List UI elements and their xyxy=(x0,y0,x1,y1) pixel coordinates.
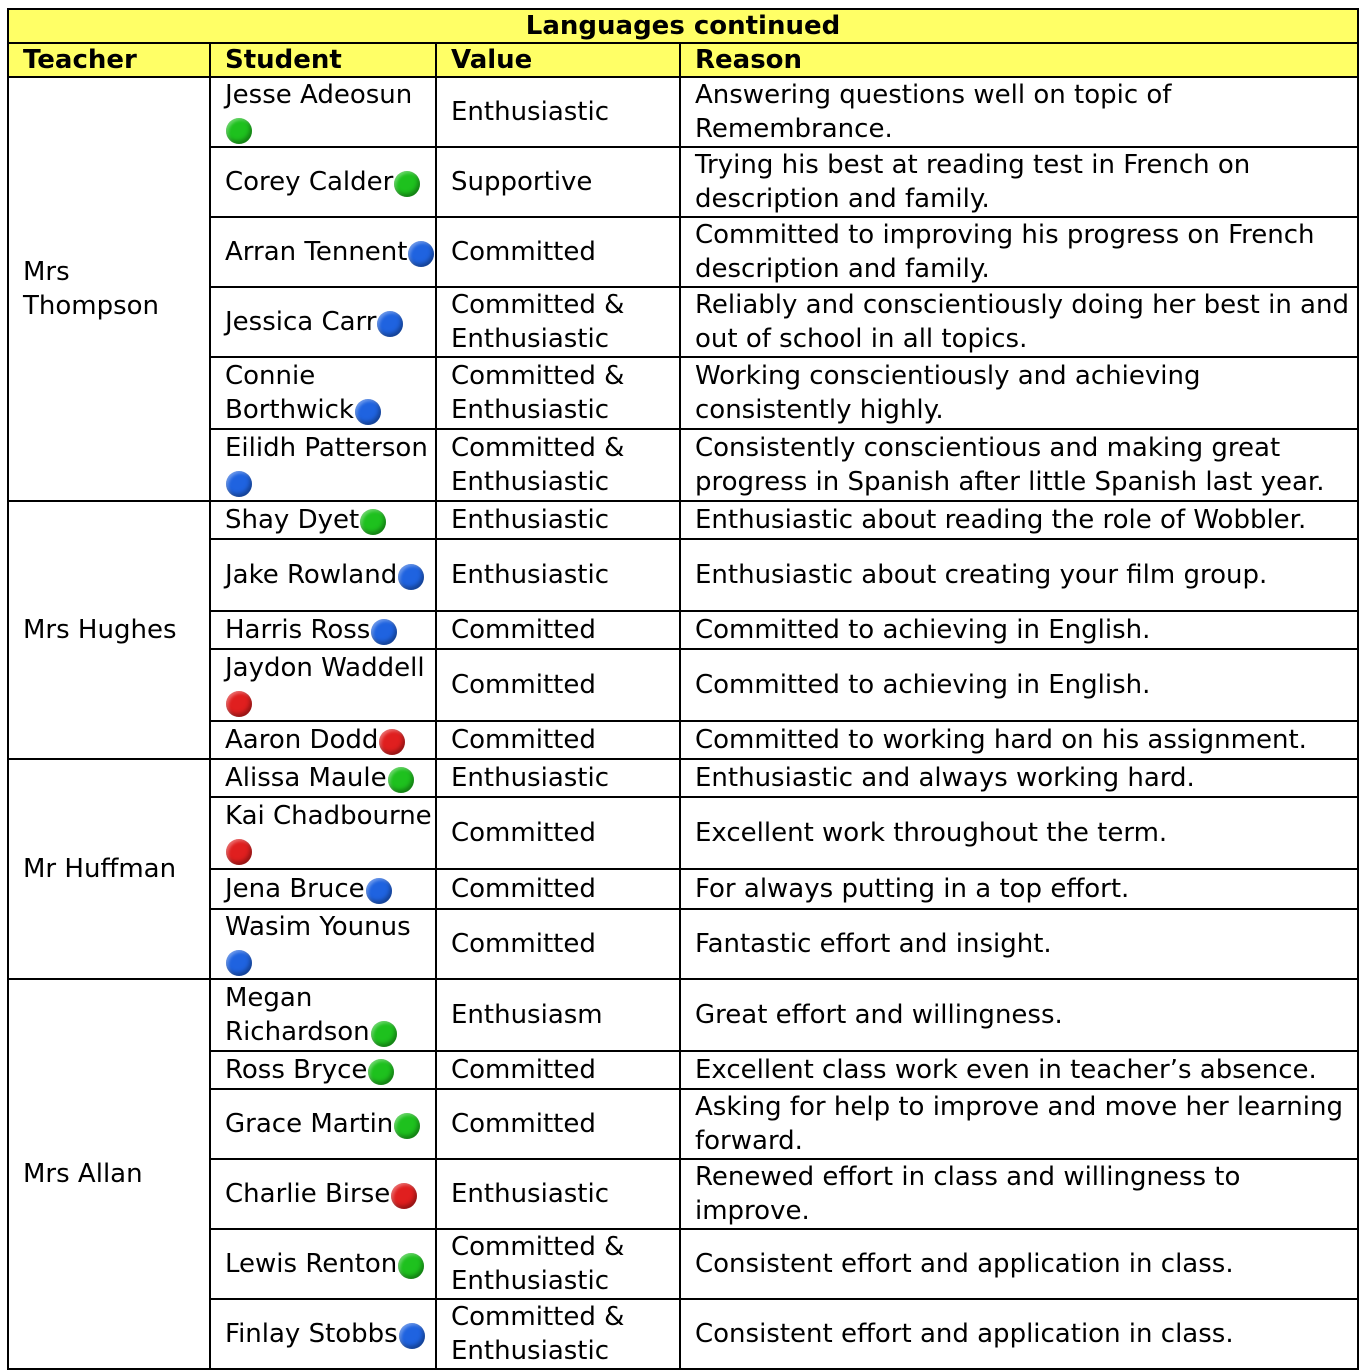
value-cell: Committed xyxy=(436,611,680,649)
reason-cell: Enthusiastic and always working hard. xyxy=(680,759,1358,797)
student-cell xyxy=(210,1089,436,1159)
reason-cell: Committed to achieving in English. xyxy=(680,611,1358,649)
table-row xyxy=(8,721,1358,759)
reason-cell: Renewed effort in class and willingness to improve. xyxy=(680,1159,1358,1229)
student-cell xyxy=(210,1229,436,1299)
table-row xyxy=(8,1089,1358,1159)
student-cell xyxy=(210,147,436,217)
reason-cell: Consistently conscientious and making great progress in Spanish after little Spanish last year. xyxy=(680,429,1358,501)
red-dot-icon xyxy=(226,839,252,865)
reason-cell: Trying his best at reading test in French on description and family. xyxy=(680,147,1358,217)
student-cell xyxy=(210,77,436,147)
reason-cell: Consistent effort and application in class. xyxy=(680,1229,1358,1299)
value-cell: Enthusiastic xyxy=(436,501,680,539)
table-row xyxy=(8,501,1358,539)
table-body xyxy=(8,77,1358,1369)
student-name: Finlay Stobbs xyxy=(225,1319,398,1349)
blue-dot-icon xyxy=(399,1323,425,1349)
value-cell: Committed xyxy=(436,797,680,869)
table-row xyxy=(8,539,1358,611)
reason-cell: Reliably and conscientiously doing her best in and out of school in all topics. xyxy=(680,287,1358,357)
table-row xyxy=(8,217,1358,287)
table-row xyxy=(8,759,1358,797)
reason-cell: Consistent effort and application in class. xyxy=(680,1299,1358,1369)
table-row xyxy=(8,357,1358,429)
value-cell: Committed & Enthusiastic xyxy=(436,287,680,357)
blue-dot-icon xyxy=(377,311,403,337)
reason-cell: Excellent work throughout the term. xyxy=(680,797,1358,869)
header-value: Value xyxy=(436,43,680,77)
student-cell xyxy=(210,759,436,797)
teacher-cell: Mrs Thompson xyxy=(8,77,210,501)
document-page xyxy=(7,8,1359,1370)
value-cell: Committed & Enthusiastic xyxy=(436,1299,680,1369)
table-row xyxy=(8,649,1358,721)
green-dot-icon xyxy=(388,767,414,793)
student-name: Ross Bryce xyxy=(225,1055,368,1085)
green-dot-icon xyxy=(226,118,252,144)
reason-cell: Enthusiastic about reading the role of Wobbler. xyxy=(680,501,1358,539)
student-name: Connie Borthwick xyxy=(225,361,354,425)
student-name: Shay Dyet xyxy=(225,505,360,535)
student-cell xyxy=(210,721,436,759)
student-cell xyxy=(210,1299,436,1369)
table-row xyxy=(8,909,1358,979)
reason-cell: Committed to improving his progress on French description and family. xyxy=(680,217,1358,287)
reason-cell: Great effort and willingness. xyxy=(680,979,1358,1051)
blue-dot-icon xyxy=(355,399,381,425)
table-row xyxy=(8,797,1358,869)
student-cell xyxy=(210,909,436,979)
green-dot-icon xyxy=(360,509,386,535)
student-cell xyxy=(210,649,436,721)
student-name: Jena Bruce xyxy=(225,874,365,904)
student-name: Jaydon Waddell xyxy=(225,653,425,683)
green-dot-icon xyxy=(398,1253,424,1279)
student-name: Aaron Dodd xyxy=(225,725,379,755)
red-dot-icon xyxy=(391,1183,417,1209)
table-row xyxy=(8,1159,1358,1229)
table-row xyxy=(8,429,1358,501)
red-dot-icon xyxy=(226,691,252,717)
student-name: Jesse Adeosun xyxy=(225,80,413,110)
blue-dot-icon xyxy=(398,564,424,590)
student-cell xyxy=(210,287,436,357)
table-row xyxy=(8,287,1358,357)
reason-cell: Asking for help to improve and move her learning forward. xyxy=(680,1089,1358,1159)
value-cell: Committed xyxy=(436,217,680,287)
student-name: Charlie Birse xyxy=(225,1179,391,1209)
student-name: Arran Tennent xyxy=(225,237,408,267)
green-dot-icon xyxy=(371,1021,397,1047)
student-cell xyxy=(210,797,436,869)
value-cell: Committed xyxy=(436,1089,680,1159)
teacher-cell: Mr Huffman xyxy=(8,759,210,979)
student-cell xyxy=(210,217,436,287)
teacher-cell: Mrs Allan xyxy=(8,979,210,1369)
student-cell xyxy=(210,539,436,611)
student-cell xyxy=(210,869,436,909)
student-name: Jessica Carr xyxy=(225,307,377,337)
value-cell: Enthusiastic xyxy=(436,77,680,147)
value-cell: Committed xyxy=(436,1051,680,1089)
student-name: Kai Chadbourne xyxy=(225,801,432,831)
table-row xyxy=(8,147,1358,217)
student-cell xyxy=(210,1159,436,1229)
header-student: Student xyxy=(210,43,436,77)
table-row xyxy=(8,611,1358,649)
student-cell xyxy=(210,357,436,429)
value-cell: Committed xyxy=(436,649,680,721)
student-name: Lewis Renton xyxy=(225,1249,398,1279)
student-name: Eilidh Patterson xyxy=(225,433,428,463)
blue-dot-icon xyxy=(371,619,397,645)
student-name: Megan Richardson xyxy=(225,983,370,1047)
value-cell: Enthusiasm xyxy=(436,979,680,1051)
student-name: Wasim Younus xyxy=(225,912,411,942)
value-cell: Committed xyxy=(436,909,680,979)
student-name: Harris Ross xyxy=(225,615,371,645)
green-dot-icon xyxy=(394,171,420,197)
reason-cell: For always putting in a top effort. xyxy=(680,869,1358,909)
blue-dot-icon xyxy=(226,471,252,497)
table-row xyxy=(8,77,1358,147)
value-cell: Enthusiastic xyxy=(436,1159,680,1229)
student-cell xyxy=(210,1051,436,1089)
blue-dot-icon xyxy=(408,241,434,267)
reason-cell: Answering questions well on topic of Remembrance. xyxy=(680,77,1358,147)
green-dot-icon xyxy=(394,1113,420,1139)
student-cell xyxy=(210,611,436,649)
student-name: Jake Rowland xyxy=(225,560,398,590)
student-cell xyxy=(210,979,436,1051)
value-cell: Enthusiastic xyxy=(436,759,680,797)
value-cell: Enthusiastic xyxy=(436,539,680,611)
green-dot-icon xyxy=(368,1059,394,1085)
value-cell: Committed xyxy=(436,869,680,909)
table-title: Languages continued xyxy=(8,9,1358,43)
red-dot-icon xyxy=(379,729,405,755)
reason-cell: Committed to achieving in English. xyxy=(680,649,1358,721)
reason-cell: Excellent class work even in teacher’s absence. xyxy=(680,1051,1358,1089)
values-table xyxy=(7,8,1359,1370)
value-cell: Supportive xyxy=(436,147,680,217)
student-cell xyxy=(210,501,436,539)
table-row xyxy=(8,1051,1358,1089)
table-row xyxy=(8,979,1358,1051)
student-name: Grace Martin xyxy=(225,1109,394,1139)
blue-dot-icon xyxy=(226,950,252,976)
table-row xyxy=(8,869,1358,909)
table-row xyxy=(8,1299,1358,1369)
reason-cell: Fantastic effort and insight. xyxy=(680,909,1358,979)
header-reason: Reason xyxy=(680,43,1358,77)
student-cell xyxy=(210,429,436,501)
value-cell: Committed & Enthusiastic xyxy=(436,1229,680,1299)
reason-cell: Committed to working hard on his assignment. xyxy=(680,721,1358,759)
reason-cell: Working conscientiously and achieving consistently highly. xyxy=(680,357,1358,429)
student-name: Corey Calder xyxy=(225,167,394,197)
blue-dot-icon xyxy=(366,878,392,904)
table-row xyxy=(8,1229,1358,1299)
value-cell: Committed & Enthusiastic xyxy=(436,357,680,429)
header-teacher: Teacher xyxy=(8,43,210,77)
value-cell: Committed xyxy=(436,721,680,759)
student-name: Alissa Maule xyxy=(225,763,387,793)
teacher-cell: Mrs Hughes xyxy=(8,501,210,759)
value-cell: Committed & Enthusiastic xyxy=(436,429,680,501)
reason-cell: Enthusiastic about creating your film group. xyxy=(680,539,1358,611)
